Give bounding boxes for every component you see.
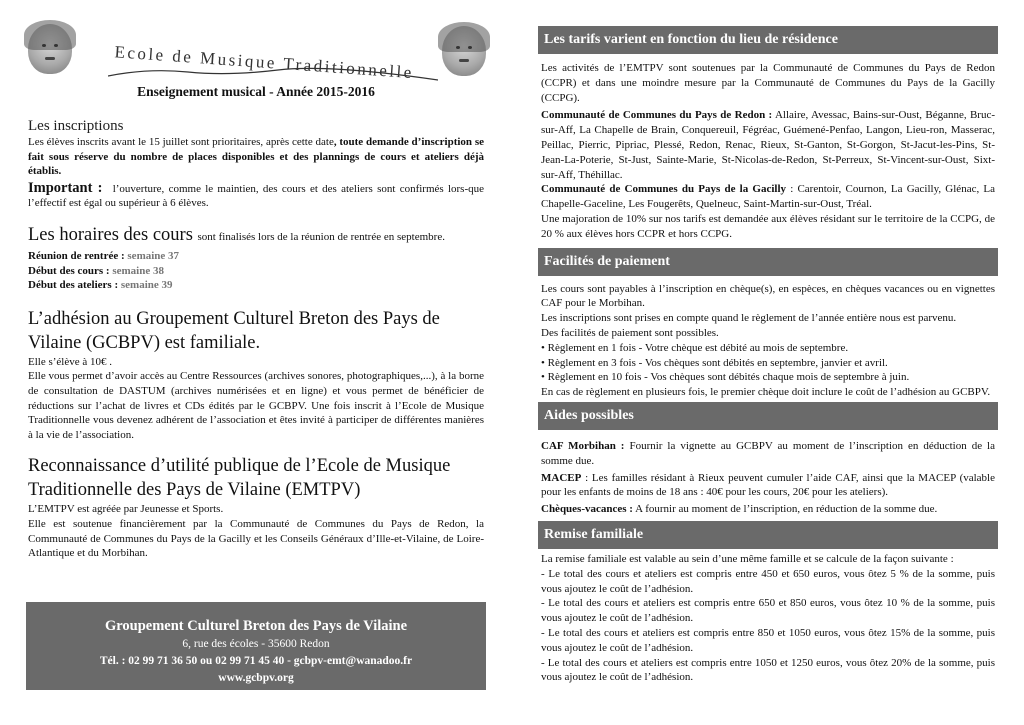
- paiement-line: En cas de règlement en plusieurs fois, le premier chèque doit inclure le coût de l’adhésion au GCBPV.: [541, 386, 991, 399]
- musician-portrait-left: [28, 24, 72, 74]
- paiement-line: • Règlement en 1 fois - Votre chèque est débité au mois de septembre.: [541, 341, 849, 354]
- horaires-title: [28, 223, 484, 249]
- redon-label: Communauté de Communes du Pays de Redon :: [541, 109, 773, 122]
- adhesion-text: Elle vous permet d’avoir accès au Centre Ressources (archives sonores, photographiques,...), à la borne de consultation de DASTUM (archives numérisées et en ligne) et vous permet de bénéficier de réductions sur l’achat de livres et CDs édités par le GCBPV. Une fois inscrit à l’Ecole de Musique Traditionnelle vous devenez adhérent de l’association et êtes invité à participer de différentes manières à la vie de l’association.: [28, 370, 484, 441]
- horaires-row: [28, 264, 484, 279]
- remise-line: La remise familiale est valable au sein d’une même famille et se calcule de la façon suivante :: [541, 552, 954, 565]
- important-label: Important :: [28, 179, 103, 196]
- page-subtitle: Enseignement musical - Année 2015-2016: [137, 84, 375, 99]
- footer-contact: Tél. : 02 99 71 36 50 ou 02 99 71 45 40 - gcbpv-emt@wanadoo.fr: [99, 655, 413, 667]
- aide-text: Fournir la vignette au GCBPV au moment de l’inscription en déduction de la somme due.: [541, 439, 995, 467]
- tarifs-redon: [541, 108, 995, 182]
- remise-line: - Le total des cours et ateliers est compris entre 1050 et 1250 euros, vous ôtez 20% de la somme, puis vous ajoutez le coût de l’adhésion.: [541, 656, 995, 684]
- horaires-row-value: semaine 38: [112, 264, 164, 277]
- aide-item: [541, 471, 995, 501]
- redon-list: Allaire, Avessac, Bains-sur-Oust, Béganne, Bruc-sur-Aff, La Chapelle de Brain, Conquereuil, Fégréac, Guémené-Penfao, Langon, Lieu-ron, Masserac, Peillac, Pierric, Pipriac, Plessé, Redon, Renac, Rieux, St-Ganton, St-Gorgon, St-Jacut-les-Pins, St-Jean-La-Poterie, St-Just, Sainte-Marie, St-Nicolas-de-Redon, St-Perreux, St-Vincent-sur-Oust, Sixt-sur-Aff, Théhillac.: [541, 109, 996, 181]
- remise-title-bar: Remise familiale: [538, 521, 998, 549]
- gacilly-list: : Carentoir, Cournon, La Gacilly, Glénac, La Chapelle-Gaceline, Les Fougerêts, Quelneuc, Saint-Martin-sur-Oust, Tréal.: [541, 183, 995, 211]
- musician-portrait-right: [442, 26, 486, 76]
- aide-item: [541, 439, 995, 469]
- inscriptions-text: [28, 135, 484, 179]
- footer-address: 6, rue des écoles - 35600 Redon: [182, 638, 330, 650]
- gacilly-label: Communauté de Communes du Pays de la Gacilly: [541, 183, 787, 196]
- aide-text: A fournir au moment de l’inscription, en réduction de la somme due.: [632, 503, 938, 516]
- adhesion-title: L’adhésion au Groupement Culturel Breton des Pays de Vilaine (GCBPV) est familiale.: [28, 308, 440, 353]
- remise-section: [538, 549, 998, 685]
- tarifs-intro: Les activités de l’EMTPV sont soutenues par la Communauté de Communes du Pays de Redon (CCPR) et dans une moindre mesure par la Communauté de Communes du Pays de la Gacilly (CCPG).: [541, 62, 995, 104]
- paiement-section: [538, 276, 998, 400]
- paiement-line: • Règlement en 3 fois - Vos chèques sont débités en septembre, janvier et avril.: [541, 356, 888, 369]
- paiement-line: Les cours sont payables à l’inscription en chèque(s), en espèces, en chèques vacances ou en vignettes CAF pour le Morbihan.: [541, 282, 995, 310]
- right-column: [538, 26, 998, 685]
- aides-title-bar: Aides possibles: [538, 402, 998, 430]
- inscriptions-text-bold: , toute demande d’inscription se fait sous réserve du nombre de places disponibles et des plannings de cours et ateliers déjà établis.: [28, 136, 484, 178]
- left-column: [28, 18, 484, 561]
- reconnaissance-title: Reconnaissance d’utilité publique de l’Ecole de Musique Traditionnelle des Pays de Vilaine (EMTPV): [28, 456, 451, 501]
- paiement-line: • Règlement en 10 fois - Vos chèques sont débités chaque mois de septembre à juin.: [541, 371, 910, 384]
- tarifs-title-bar: Les tarifs varient en fonction du lieu de résidence: [538, 26, 998, 54]
- aide-text: : Les familles résidant à Rieux peuvent cumuler l’aide CAF, ainsi que la MACEP (valable pour les enfants de moins de 18 ans : 40€ pour les cours, 20€ pour les ateliers).: [541, 471, 995, 499]
- horaires-row-label: Début des cours :: [28, 264, 110, 277]
- paiement-title-bar: Facilités de paiement: [538, 248, 998, 276]
- horaires-row-value: semaine 37: [127, 249, 180, 262]
- important-note: [28, 181, 484, 211]
- footer-website: www.gcbpv.org: [218, 672, 294, 684]
- inscriptions-text-plain: Les élèves inscrits avant le 15 juillet sont prioritaires, après cette date: [28, 136, 334, 148]
- horaires-row-value: semaine 39: [120, 279, 173, 292]
- important-text: l’ouverture, comme le maintien, des cours et des ateliers sont confirmés lors-que l’effectif est égal ou supérieur à 6 élèves.: [28, 182, 484, 210]
- tarifs-gacilly: [541, 182, 995, 212]
- horaires-section: [28, 223, 484, 293]
- remise-line: - Le total des cours et ateliers est compris entre 850 et 1050 euros, vous ôtez 15% de la somme, puis vous ajoutez le coût de l’adhésion.: [541, 626, 995, 654]
- footer-org-name: Groupement Culturel Breton des Pays de Vilaine: [104, 618, 408, 634]
- reconnaissance-line: L’EMTPV est agréée par Jeunesse et Sports.: [28, 503, 224, 516]
- logo-banner: [108, 46, 438, 86]
- horaires-row-label: Début des ateliers :: [28, 279, 119, 292]
- remise-line: - Le total des cours et ateliers est compris entre 650 et 850 euros, vous ôtez 10 % de la somme, puis vous ajoutez le coût de l’adhésion.: [541, 597, 995, 625]
- remise-line: - Le total des cours et ateliers est compris entre 450 et 650 euros, vous ôtez 5 % de la somme, puis vous ajoutez le coût de l’adhésion.: [541, 567, 995, 595]
- aide-label: CAF Morbihan :: [541, 439, 625, 452]
- aides-section: [538, 430, 998, 517]
- page-header: [28, 18, 484, 114]
- paiement-line: Les inscriptions sont prises en compte quand le règlement de l’année entière nous est parvenu.: [541, 312, 957, 325]
- adhesion-section: [28, 307, 484, 443]
- aide-item: [541, 502, 995, 517]
- horaires-row-label: Réunion de rentrée :: [28, 249, 125, 262]
- inscriptions-title: Les inscriptions: [28, 118, 124, 134]
- aide-label: Chèques-vacances :: [541, 503, 633, 516]
- reconnaissance-text: Elle est soutenue financièrement par la Communauté de Communes du Pays de Redon, la Communauté de Communes du Pays de la Gacilly et les Conseils Généraux d’Ille-et-Vilaine, de Loire-Atlantique et du Morbihan.: [28, 517, 484, 560]
- horaires-title-text: Les horaires des cours: [28, 224, 193, 245]
- contact-footer: [26, 602, 486, 690]
- horaires-row: [28, 278, 484, 293]
- paiement-line: Des facilités de paiement sont possibles.: [541, 326, 719, 339]
- reconnaissance-section: [28, 454, 484, 560]
- school-logo-title: [108, 46, 438, 86]
- adhesion-price: Elle s’élève à 10€ .: [28, 355, 112, 368]
- horaires-row: [28, 249, 484, 264]
- logo-text: École de Musique Traditionnelle: [113, 46, 415, 83]
- tarifs-section: [538, 54, 998, 242]
- tarifs-majoration: Une majoration de 10% sur nos tarifs est demandée aux élèves résidant sur le territoire de la CCPG, de 20 % aux élèves hors CCPR et hors CCPG.: [541, 212, 995, 240]
- horaires-title-suffix: sont finalisés lors de la réunion de rentrée en septembre.: [197, 230, 445, 243]
- aide-label: MACEP: [541, 471, 582, 484]
